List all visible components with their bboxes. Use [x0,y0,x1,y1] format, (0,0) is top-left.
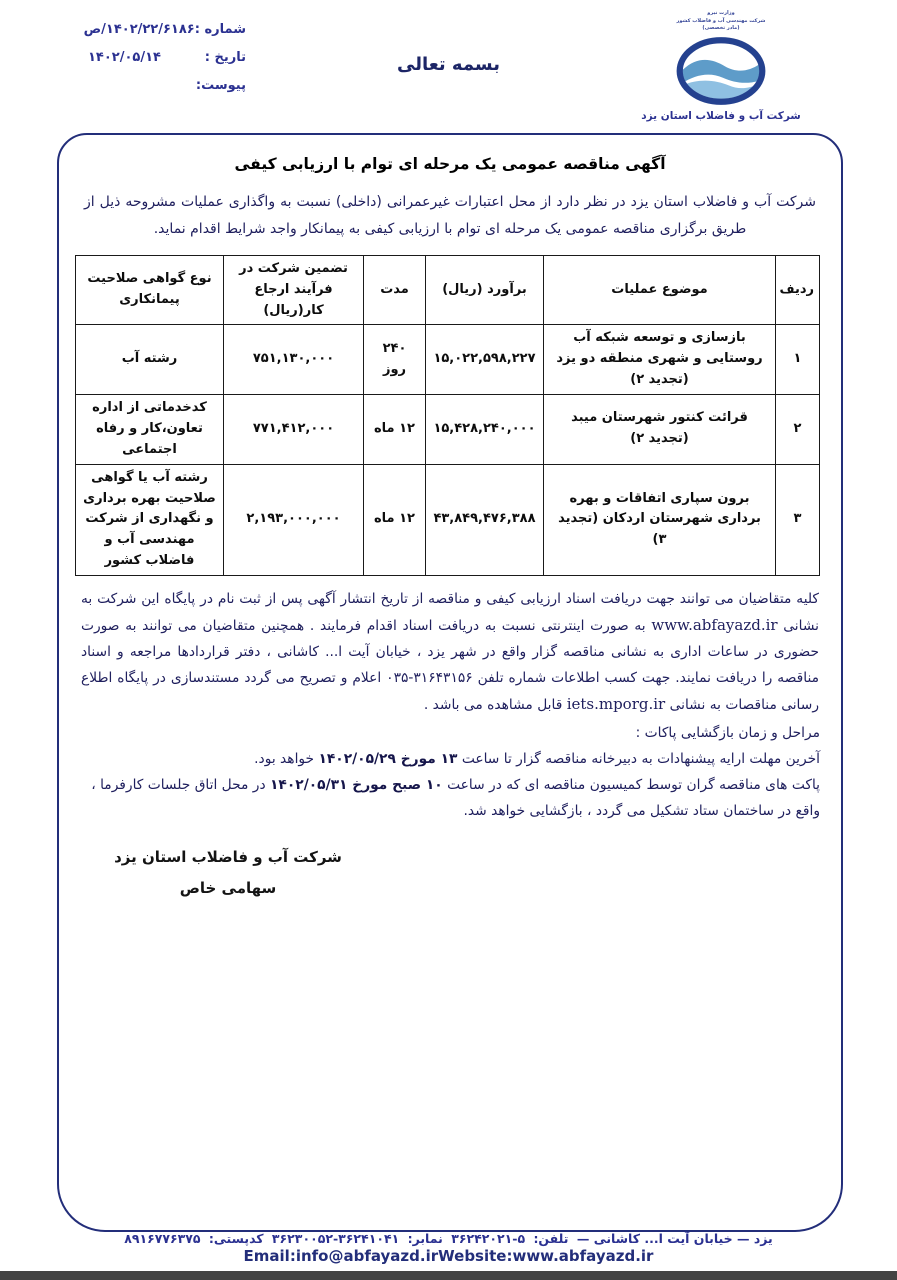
logo-ministry-caption: وزارت نیرو شرکت مهندسی آب و فاضلاب کشور (مادر تخصصی) [676,10,766,31]
letterhead-footer [0,1231,897,1265]
opening-heading: مراحل و زمان بازگشایی پاکات : [635,724,820,741]
deadline-text-end: خواهد بود. [254,750,315,767]
letter-attachment-row [88,78,246,93]
notice-border-box [57,133,843,1232]
footer-address: یزد — خیابان آیت ا... کاشانی — [576,1231,773,1246]
info-phone-number: ۳۱۶۴۳۱۵۶-۰۳۵ [386,669,473,686]
col-header-certificate: نوع گواهی صلاحیت پیمانکاری [76,256,224,325]
footer-contact-line [0,1231,897,1246]
letter-number-label: شماره : [194,22,246,37]
cell-subject: برون سپاری اتفاقات و بهره برداری شهرستان اردکان (تجدید ۳) [544,464,776,575]
footer-fax: ۳۶۲۴۱۰۴۱-۳۶۲۳۰۰۵۲ [271,1231,400,1246]
tenders-portal-url: iets.mporg.ir [566,694,666,713]
col-header-duration: مدت [364,256,426,325]
cell-certificate: رشته آب [76,325,224,394]
cell-row-no: ۲ [776,394,820,464]
cell-subject: قرائت کنتور شهرستان میبد (تجدید ۲) [544,394,776,464]
docs-text-c: اعلام و تصریح می گردد مستندسازی در پایگاه اطلاع رسانی مناقصات به نشانی [81,669,819,713]
cell-estimate: ۴۳,۸۴۹,۴۷۶,۳۸۸ [426,464,544,575]
documents-paragraph [81,586,819,718]
table-row [76,464,820,575]
docs-text-d: قابل مشاهده می باشد . [423,696,563,713]
opening-text-end: در محل اتاق جلسات کارفرما ، واقع در ساختمان ستاد تشکیل می گردد ، بازگشایی خواهد شد. [91,776,820,819]
footer-fax-label: نمابر: [407,1231,443,1246]
intro-paragraph: شرکت آب و فاضلاب استان یزد در نظر دارد از محل اعتبارات غیرعمرانی (داخلی) نسبت به واگذاری عملیات مشروحه ذیل از طریق برگزاری مناقصه عمومی یک مرحله ای توام با ارزیابی کیفی به پیمانکار واجد شرایط اقدام نماید. [84,194,816,237]
table-header-row [76,256,820,325]
signature-company-type: سهامی خاص [179,879,277,898]
signature-company: شرکت آب و فاضلاب استان یزد [114,847,342,866]
deadline-text: آخرین مهلت ارایه پیشنهادات به دبیرخانه مناقصه گزار تا ساعت [461,750,820,767]
col-header-subject: موضوع عملیات [544,256,776,325]
opening-text: پاکت های مناقصه گران توسط کمیسیون مناقصه ای که در ساعت [447,776,820,793]
col-header-estimate: برآورد (ریال) [426,256,544,325]
col-header-row-no: ردیف [776,256,820,325]
cell-row-no: ۱ [776,325,820,394]
opening-stages-block [80,720,820,824]
water-waves-logo-icon [673,35,769,107]
envelope-opening-line [80,772,820,824]
besmeh-taala: بسمه تعالی [397,54,500,75]
docs-text-a: کلیه متقاضیان می توانند جهت دریافت اسناد ارزیابی کیفی و مناقصه از تاریخ انتشار آگهی پس از ثبت نام در پایگاه این شرکت به نشانی [81,590,819,634]
cell-guarantee: ۷۵۱,۱۳۰,۰۰۰ [224,325,364,394]
letter-attachment-label: پیوست: [195,78,246,93]
cell-duration: ۱۲ ماه [364,464,426,575]
cell-guarantee: ۲,۱۹۳,۰۰۰,۰۰۰ [224,464,364,575]
letter-date-label: تاریخ : [204,50,246,65]
cell-estimate: ۱۵,۰۲۲,۵۹۸,۲۲۷ [426,325,544,394]
letter-number-value: ۱۴۰۲/۲۲/۶۱۸۶/ص [83,22,195,37]
footer-phone: ۵-۳۶۲۴۲۰۲۱ [451,1231,526,1246]
submission-deadline-line [80,746,820,772]
cell-duration: ۲۴۰ روز [364,325,426,394]
table-row [76,325,820,394]
cell-row-no: ۳ [776,464,820,575]
company-website-url: www.abfayazd.ir [651,615,778,634]
company-logo [633,10,809,122]
cell-duration: ۱۲ ماه [364,394,426,464]
signature-block [88,842,368,905]
cell-certificate: کدخدماتی از اداره تعاون،کار و رفاه اجتماعی [76,394,224,464]
letter-date-value: ۱۴۰۲/۰۵/۱۴ [88,50,161,65]
footer-phone-label: تلفن: [533,1231,569,1246]
cell-estimate: ۱۵,۴۲۸,۲۴۰,۰۰۰ [426,394,544,464]
docs-text-b: به صورت اینترنتی نسبت به دریافت اسناد اقدام فرمایند . همچنین متقاضیان می توانند به صورت حضوری در ساعات اداری به نشانی مناقصه گزار واقع در شهر یزد ، خیابان آیت ا... کاشانی ، دفتر قراردادها مراجعه و اسناد مناقصه را دریافت نمایند. جهت کسب اطلاعات شماره تلفن [81,617,820,686]
cell-guarantee: ۷۷۱,۴۱۲,۰۰۰ [224,394,364,464]
footer-postal-label: کدپستی: [208,1231,264,1246]
cell-certificate: رشته آب یا گواهی صلاحیت بهره برداری و نگهداری از شرکت مهندسی آب و فاضلاب کشور [76,464,224,575]
opening-datetime: ۱۰ صبح مورخ ۱۴۰۲/۰۵/۳۱ [270,776,443,793]
letter-number-row [83,22,246,37]
cell-subject: بازسازی و توسعه شبکه آب روستایی و شهری منطقه دو یزد (تجدید ۲) [544,325,776,394]
footer-email-website: Email:info@abfayazd.irWebsite:www.abfayazd.ir [243,1247,654,1265]
tenders-table [75,255,820,576]
table-row [76,394,820,464]
col-header-guarantee: تضمین شرکت در فرآیند ارجاع کار(ریال) [224,256,364,325]
scan-bottom-bar [0,1271,897,1280]
footer-postal-code: ۸۹۱۶۷۷۶۳۷۵ [124,1231,201,1246]
notice-title: آگهی مناقصه عمومی یک مرحله ای توام با ارزیابی کیفی [234,155,666,173]
deadline-datetime: ۱۳ مورخ ۱۴۰۲/۰۵/۲۹ [318,750,458,767]
logo-company-name: شرکت آب و فاضلاب استان یزد [641,109,801,122]
